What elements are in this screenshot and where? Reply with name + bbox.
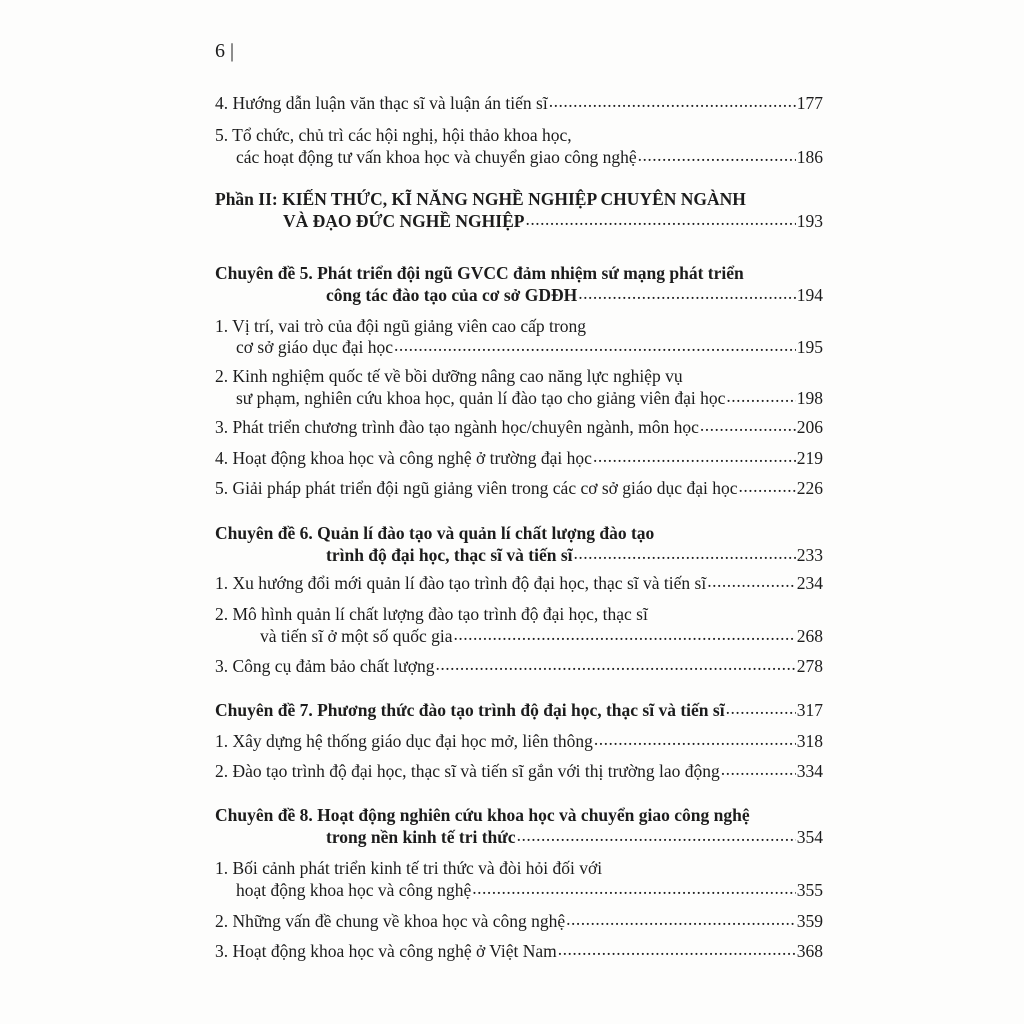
- page-number-header: 6 |: [215, 40, 235, 62]
- toc-entry-text: 5. Giải pháp phát triển đội ngũ giảng viên trong các cơ sở giáo dục đại học: [215, 478, 738, 498]
- toc-entry-text: 3. Hoạt động khoa học và công nghệ ở Việt Nam: [215, 941, 557, 961]
- dot-leader: [593, 450, 796, 464]
- toc-page-number: 206: [796, 417, 823, 437]
- dot-leader: [566, 913, 796, 927]
- toc-entry: [215, 910, 823, 932]
- toc-entry-line1: 5. Tổ chức, chủ trì các hội nghị, hội thảo khoa học,: [215, 125, 572, 145]
- toc-page-number: 177: [796, 93, 823, 113]
- dot-leader: [454, 628, 796, 642]
- toc-entry: [215, 572, 823, 594]
- toc-page-number: 234: [796, 573, 823, 593]
- toc-page-number: 368: [796, 941, 823, 961]
- chapter-heading: [326, 284, 823, 306]
- toc-entry-text: 1. Xây dựng hệ thống giáo dục đại học mở, liên thông: [215, 731, 593, 751]
- toc-page-number: 219: [796, 448, 823, 468]
- dot-leader: [707, 575, 796, 589]
- toc-entry: [215, 477, 823, 499]
- toc-page-number: 359: [796, 911, 823, 931]
- toc-entry-text: Chuyên đề 7. Phương thức đào tạo trình độ đại học, thạc sĩ và tiến sĩ: [215, 700, 725, 720]
- toc-entry-line1: 1. Bối cảnh phát triển kinh tế tri thức và đòi hỏi đối với: [215, 858, 603, 878]
- toc-entry-text: và tiến sĩ ở một số quốc gia: [260, 626, 453, 646]
- toc-page-number: 278: [796, 656, 823, 676]
- part-heading: [283, 210, 823, 232]
- dot-leader: [472, 882, 796, 896]
- toc-page-number: 226: [796, 478, 823, 498]
- dot-leader: [549, 95, 796, 109]
- toc-page-number: 198: [796, 388, 823, 408]
- dot-leader: [594, 733, 796, 747]
- toc-entry-text: 2. Những vấn đề chung về khoa học và công nghệ: [215, 911, 566, 931]
- toc-entry-text: trình độ đại học, thạc sĩ và tiến sĩ: [326, 545, 573, 565]
- dot-leader: [726, 390, 795, 404]
- dot-leader: [517, 829, 796, 843]
- chapter-heading-line1: Chuyên đề 8. Hoạt động nghiên cứu khoa học và chuyển giao công nghệ: [215, 805, 750, 825]
- part-heading-line1: Phần II: KIẾN THỨC, KĨ NĂNG NGHỀ NGHIỆP CHUYÊN NGÀNH: [215, 189, 746, 209]
- toc-entry: [215, 940, 823, 962]
- toc-entry-text: trong nền kinh tế tri thức: [326, 827, 516, 847]
- toc-entry-text: 2. Đào tạo trình độ đại học, thạc sĩ và tiến sĩ gắn với thị trường lao động: [215, 761, 720, 781]
- toc-entry: [215, 92, 823, 114]
- toc-entry-text: 3. Công cụ đảm bảo chất lượng: [215, 656, 435, 676]
- toc-entry: [215, 416, 823, 438]
- toc-entry: [236, 387, 823, 409]
- toc-page-number: 334: [796, 761, 823, 781]
- toc-entry: [215, 730, 823, 752]
- dot-leader: [700, 419, 796, 433]
- toc-entry-line1: 2. Kinh nghiệm quốc tế về bồi dưỡng nâng cao năng lực nghiệp vụ: [215, 366, 683, 386]
- toc-page-number: 268: [796, 626, 823, 646]
- dot-leader: [435, 658, 795, 672]
- toc-entry-text: hoạt động khoa học và công nghệ: [236, 880, 472, 900]
- toc-page-number: 193: [796, 211, 823, 231]
- toc-page-number: 195: [796, 337, 823, 357]
- toc-entry-text: VÀ ĐẠO ĐỨC NGHỀ NGHIỆP: [283, 211, 525, 231]
- toc-entry: [215, 760, 823, 782]
- toc-entry: [215, 447, 823, 469]
- dot-leader: [525, 213, 795, 227]
- toc-page-number: 194: [796, 285, 823, 305]
- toc-entry-text: công tác đào tạo của cơ sở GDĐH: [326, 285, 578, 305]
- dot-leader: [738, 480, 795, 494]
- toc-entry: [260, 625, 823, 647]
- dot-leader: [558, 943, 796, 957]
- chapter-heading-line1: Chuyên đề 6. Quản lí đào tạo và quản lí chất lượng đào tạo: [215, 523, 655, 543]
- toc-entry-text: cơ sở giáo dục đại học: [236, 337, 394, 357]
- toc-page-number: 233: [796, 545, 823, 565]
- chapter-heading: [326, 826, 823, 848]
- toc-entry-text: sư phạm, nghiên cứu khoa học, quản lí đào tạo cho giảng viên đại học: [236, 388, 726, 408]
- toc-entry-line1: 2. Mô hình quản lí chất lượng đào tạo trình độ đại học, thạc sĩ: [215, 604, 648, 624]
- dot-leader: [578, 287, 796, 301]
- dot-leader: [394, 339, 796, 353]
- dot-leader: [726, 702, 796, 716]
- chapter-heading: [215, 699, 823, 721]
- toc-entry: [236, 879, 823, 901]
- toc-entry: [236, 146, 823, 168]
- toc-page-number: 186: [796, 147, 823, 167]
- chapter-heading-line1: Chuyên đề 5. Phát triển đội ngũ GVCC đảm nhiệm sứ mạng phát triển: [215, 263, 744, 283]
- chapter-heading: [326, 544, 823, 566]
- toc-page-number: 355: [796, 880, 823, 900]
- dot-leader: [574, 547, 796, 561]
- toc-entry-line1: 1. Vị trí, vai trò của đội ngũ giảng viên cao cấp trong: [215, 316, 586, 336]
- toc-page-number: 354: [796, 827, 823, 847]
- toc-page-number: 318: [796, 731, 823, 751]
- toc-entry-text: 1. Xu hướng đổi mới quản lí đào tạo trình độ đại học, thạc sĩ và tiến sĩ: [215, 573, 707, 593]
- dot-leader: [721, 763, 796, 777]
- toc-entry-text: 4. Hướng dẫn luận văn thạc sĩ và luận án tiến sĩ: [215, 93, 548, 113]
- dot-leader: [638, 149, 796, 163]
- toc-page-number: 317: [796, 700, 823, 720]
- toc-entry: [215, 655, 823, 677]
- toc-entry-text: 4. Hoạt động khoa học và công nghệ ở trường đại học: [215, 448, 592, 468]
- toc-entry-text: các hoạt động tư vấn khoa học và chuyển giao công nghệ: [236, 147, 637, 167]
- toc-entry: [236, 336, 823, 358]
- toc-entry-text: 3. Phát triển chương trình đào tạo ngành học/chuyên ngành, môn học: [215, 417, 699, 437]
